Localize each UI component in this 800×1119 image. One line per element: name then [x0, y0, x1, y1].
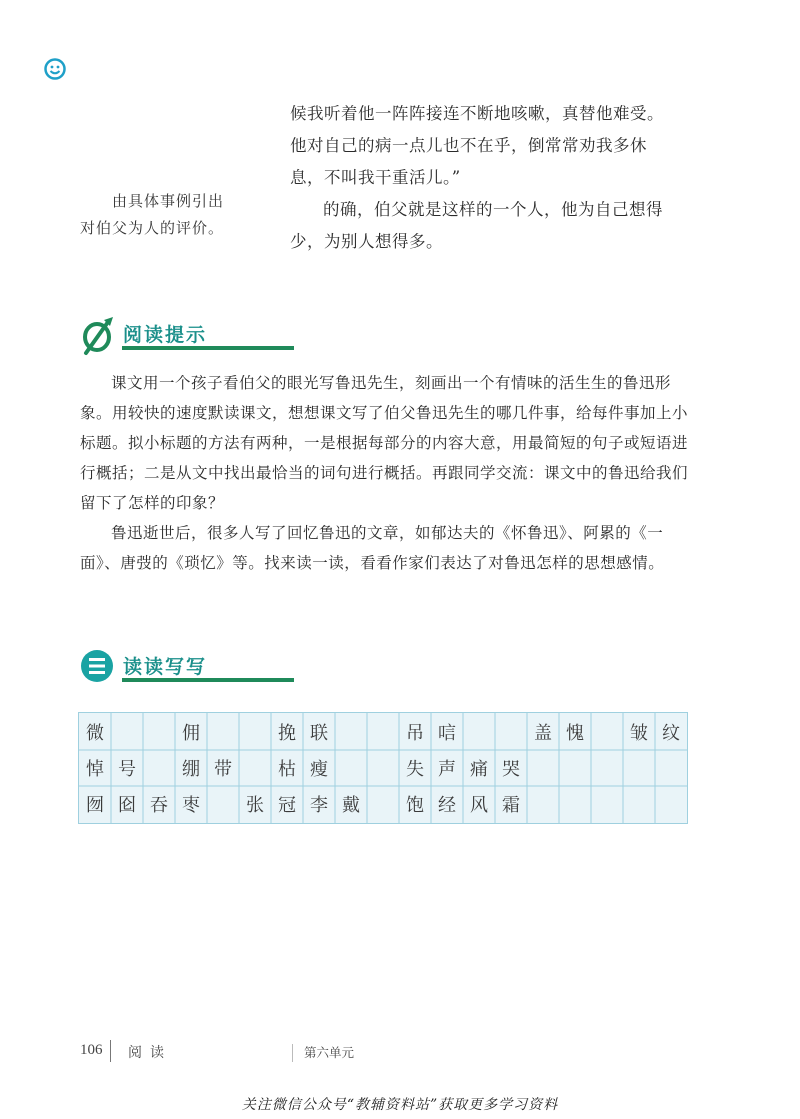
- grid-cell: 佣: [182, 723, 200, 744]
- grid-cell: [207, 714, 239, 750]
- grid-cell: 愧: [566, 723, 584, 744]
- grid-cell: [655, 750, 687, 786]
- grid-cell: [591, 714, 623, 750]
- divider: [110, 1040, 111, 1062]
- grid-row: [79, 750, 687, 786]
- book-title: 阅读: [128, 1045, 172, 1061]
- grid-cell: [623, 786, 655, 822]
- grid-cell: [623, 750, 655, 786]
- grid-cell: [527, 750, 559, 786]
- reading-tips-text: [80, 368, 692, 578]
- grid-cell: 挽: [278, 723, 296, 744]
- divider: [292, 1044, 293, 1062]
- section-title: 读读写写: [123, 656, 208, 678]
- text-line: 息，不叫我干重活儿。”: [290, 168, 461, 187]
- vocabulary-grid: [78, 712, 688, 824]
- grid-cell: [591, 786, 623, 822]
- text-paragraph: 的确，伯父就是这样的一个人，他为自己想得少，为别人想得多。: [290, 200, 663, 251]
- title-underline: [122, 346, 294, 350]
- grid-cell: 吞: [150, 795, 168, 816]
- grid-cell: [495, 714, 527, 750]
- grid-cell: [143, 714, 175, 750]
- grid-cell: 枯: [278, 759, 296, 780]
- grid-cell: 联: [310, 723, 328, 744]
- unit-label: 第六单元: [304, 1045, 355, 1060]
- grid-cell: 带: [214, 759, 232, 780]
- grid-cell: 失: [406, 759, 424, 780]
- grid-cell: 哭: [502, 759, 520, 780]
- page-number: 106: [80, 1042, 103, 1058]
- grid-cell: 唁: [438, 723, 456, 744]
- grid-cell: 号: [118, 759, 136, 780]
- grid-cell: [143, 750, 175, 786]
- grid-cell: [335, 750, 367, 786]
- tips-paragraph: 课文用一个孩子看伯父的眼光写鲁迅先生，刻画出一个有情味的活生生的鲁迅形象。用较快的速度默读课文，想想课文写了伯父鲁迅先生的哪几件事，给每件事加上小标题。拟小标题的方法有两种，一是根据每部分的内容大意，用最简短的句子或短语进行概括；二是从文中找出最恰当的词句进行概括。再跟同学交流：课文中的鲁迅给我们留下了怎样的印象？: [80, 374, 689, 512]
- page-footer: [80, 1040, 700, 1064]
- grid-cell: 李: [310, 795, 328, 816]
- grid-cell: [591, 750, 623, 786]
- grid-cell: 饱: [406, 795, 424, 816]
- grid-cell: [367, 714, 399, 750]
- grid-cell: 经: [438, 795, 456, 816]
- margin-note-line: 由具体事例引出: [112, 192, 225, 210]
- grid-cell: 微: [86, 723, 104, 744]
- grid-cell: [463, 714, 495, 750]
- grid-cell: 盖: [534, 723, 552, 744]
- grid-cell: [655, 786, 687, 822]
- grid-cell: [527, 786, 559, 822]
- grid-cell: [559, 750, 591, 786]
- grid-cell: [559, 786, 591, 822]
- read-write-header: [80, 650, 380, 694]
- lesson-text: [290, 98, 690, 258]
- grid-cell: [335, 714, 367, 750]
- grid-cell: [367, 786, 399, 822]
- section-title: 阅读提示: [123, 324, 208, 346]
- list-lines-icon: [80, 648, 116, 684]
- grid-row: [79, 714, 687, 750]
- grid-cell: [207, 786, 239, 822]
- grid-cell: [239, 714, 271, 750]
- grid-cell: 囫: [86, 795, 104, 816]
- grid-cell: 痛: [470, 759, 488, 780]
- title-underline: [122, 678, 294, 682]
- grid-cell: [367, 750, 399, 786]
- smiley-icon: [44, 58, 66, 80]
- grid-cell: 冠: [278, 795, 296, 816]
- tips-paragraph: 鲁迅逝世后，很多人写了回忆鲁迅的文章，如郁达夫的《怀鲁迅》、阿累的《一面》、唐弢的《琐忆》等。找来读一读，看看作家们表达了对鲁迅怎样的思想感情。: [80, 524, 665, 572]
- grid-cell: [239, 750, 271, 786]
- text-line: 候我听着他一阵阵接连不断地咳嗽，真替他难受。: [290, 104, 664, 123]
- grid-cell: 皱: [630, 723, 648, 744]
- reading-tips-header: [80, 318, 380, 362]
- grid-cell: 戴: [342, 795, 360, 816]
- margin-note-line: 对伯父为人的评价。: [80, 219, 225, 237]
- grid-cell: [111, 714, 143, 750]
- grid-cell: 纹: [662, 723, 680, 744]
- grid-cell: 霜: [502, 795, 520, 816]
- text-line: 他对自己的病一点儿也不在乎，倒常常劝我多休: [290, 136, 647, 155]
- grid-cell: 瘦: [310, 759, 328, 780]
- grid-cell: 枣: [182, 795, 200, 816]
- grid-cell: 声: [438, 759, 456, 780]
- grid-cell: 绷: [182, 759, 200, 780]
- grid-cell: 张: [246, 795, 264, 816]
- pen-nib-icon: [80, 316, 116, 356]
- watermark-note: 关注微信公众号“教辅资料站”获取更多学习资料: [241, 1097, 559, 1113]
- grid-cell: 囵: [118, 795, 136, 816]
- grid-cell: 悼: [86, 759, 104, 780]
- grid-cell: 吊: [406, 723, 424, 744]
- margin-note: [80, 188, 270, 242]
- grid-cell: 风: [470, 795, 488, 816]
- grid-row: [79, 786, 687, 822]
